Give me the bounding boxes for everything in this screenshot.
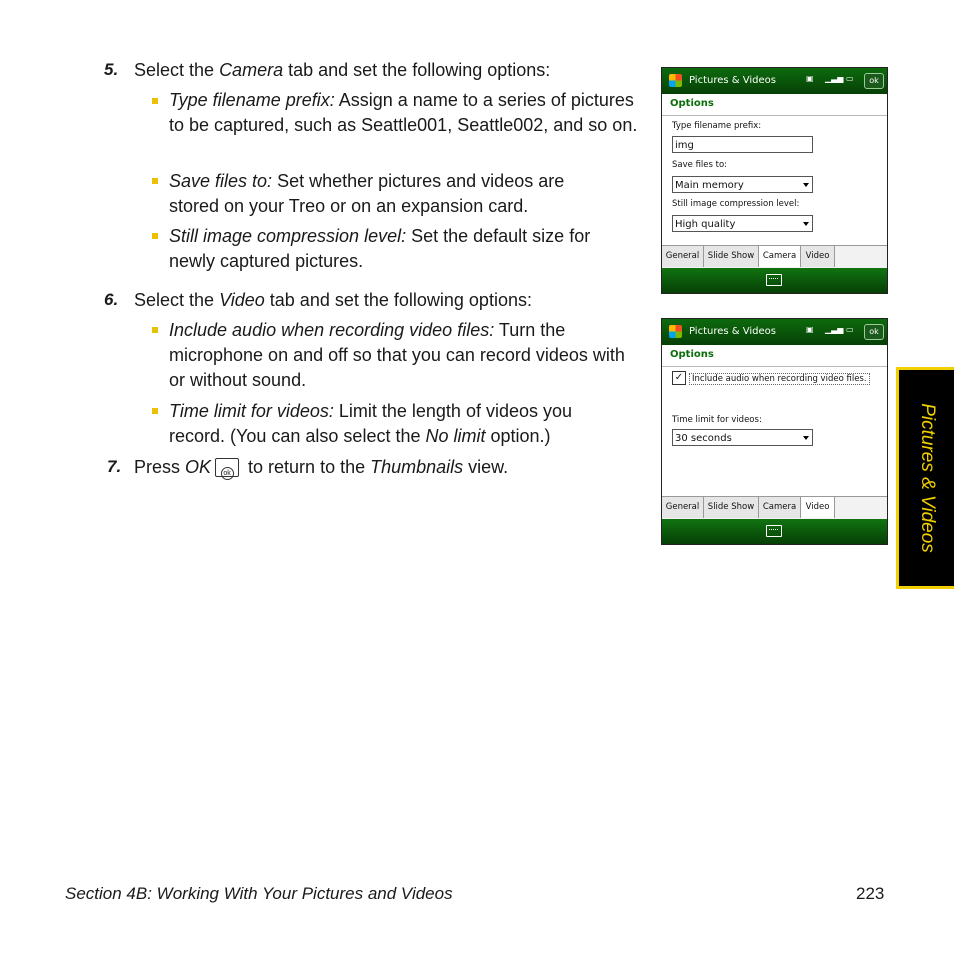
tab-general[interactable]: General [662, 497, 704, 518]
time-limit-select[interactable] [672, 429, 813, 446]
bullet-mark [152, 233, 158, 239]
tab-strip [662, 245, 887, 268]
bullet-mark [152, 327, 158, 333]
footer-section-title: Section 4B: Working With Your Pictures and Videos [65, 884, 453, 903]
compression-label: Still image compression level: [672, 199, 800, 209]
start-menu-icon[interactable] [669, 325, 682, 338]
step-text-pre: Select the [134, 290, 220, 310]
ok-button[interactable]: ok [864, 324, 884, 340]
options-heading: Options [670, 349, 714, 360]
step-text-em2: Thumbnails [370, 457, 464, 477]
tab-slide-show[interactable]: Slide Show [704, 246, 759, 267]
step-text-pre: Select the [134, 60, 220, 80]
step-number: 5. [104, 60, 119, 79]
step-number: 7. [107, 457, 122, 476]
bullet-text: Turn the microphone on and off so that you can record videos with or without sound. [169, 320, 625, 390]
start-menu-icon[interactable] [669, 74, 682, 87]
filename-prefix-input[interactable]: img [672, 136, 813, 153]
dropdown-arrow-icon [803, 436, 809, 440]
network-icon: ▣ [806, 74, 814, 83]
step-text-pre: Press [134, 457, 186, 477]
step-text-mid: to return to the [243, 457, 371, 477]
compression-value: High quality [675, 219, 736, 230]
step-text-em: OK [185, 457, 212, 477]
bullet-item [169, 88, 644, 138]
bullet-term: Still image compression level: [169, 226, 407, 246]
save-files-value: Main memory [675, 180, 744, 191]
battery-icon: ▭ [846, 74, 854, 83]
ok-key-label: ok [221, 467, 234, 480]
keyboard-icon[interactable] [766, 274, 782, 286]
step-text [134, 457, 508, 478]
signal-icon: ▁▃▅ [825, 325, 844, 334]
bullet-item [169, 318, 639, 393]
dropdown-arrow-icon [803, 222, 809, 226]
bullet-term: Save files to: [169, 171, 273, 191]
time-limit-label: Time limit for videos: [672, 415, 762, 425]
include-audio-label: Include audio when recording video files. [689, 373, 870, 385]
time-limit-value: 30 seconds [675, 433, 732, 444]
compression-select[interactable] [672, 215, 813, 232]
include-audio-checkbox[interactable]: ✓ [672, 371, 686, 385]
bullet-mark [152, 98, 158, 104]
bullet-text: Assign a name to a series of pictures to be captured, such as Seattle001, Seattle002, and so on. [169, 90, 638, 135]
bullet-post: option.) [485, 426, 551, 446]
step-text-post: view. [463, 457, 509, 477]
bullet-em: No limit [425, 426, 486, 446]
step-text-post: tab and set the following options: [264, 290, 532, 310]
battery-icon: ▭ [846, 325, 854, 334]
step-text-em: Camera [219, 60, 284, 80]
bullet-mark [152, 178, 158, 184]
keyboard-icon[interactable] [766, 525, 782, 537]
bullet-item [169, 399, 629, 449]
softkey-bar [662, 519, 887, 544]
step-text-em: Video [219, 290, 265, 310]
camera-options-screenshot [661, 67, 888, 294]
bullet-item [169, 169, 609, 219]
page-number: 223 [856, 884, 885, 903]
network-icon: ▣ [806, 325, 814, 334]
chapter-tab [896, 367, 954, 589]
video-options-screenshot [661, 318, 888, 545]
step-text [134, 290, 532, 311]
tab-camera[interactable]: Camera [759, 246, 801, 267]
save-files-select[interactable] [672, 176, 813, 193]
softkey-bar [662, 268, 887, 293]
save-files-label: Save files to: [672, 160, 728, 170]
tab-video[interactable]: Video [801, 246, 835, 267]
filename-prefix-label: Type filename prefix: [672, 121, 762, 131]
tab-strip [662, 496, 887, 519]
chapter-tab-label: Pictures & Videos [916, 403, 938, 553]
divider [662, 366, 887, 367]
tab-video[interactable]: Video [801, 497, 835, 518]
screen-title: Pictures & Videos [689, 75, 776, 86]
bullet-text: Set the default size for newly captured pictures. [169, 226, 591, 271]
step-text-post: tab and set the following options: [283, 60, 551, 80]
divider [662, 115, 887, 116]
options-heading: Options [670, 98, 714, 109]
step-text [134, 60, 550, 81]
bullet-term: Include audio when recording video files: [169, 320, 495, 340]
bullet-term: Time limit for videos: [169, 401, 334, 421]
tab-general[interactable]: General [662, 246, 704, 267]
bullet-text: Limit the length of videos you record. (You can also select the [169, 401, 573, 446]
bullet-mark [152, 408, 158, 414]
bullet-text: Set whether pictures and videos are stored on your Treo or on an expansion card. [169, 171, 565, 216]
ok-button[interactable]: ok [864, 73, 884, 89]
dropdown-arrow-icon [803, 183, 809, 187]
step-number: 6. [104, 290, 119, 309]
bullet-item [169, 224, 639, 274]
tab-camera[interactable]: Camera [759, 497, 801, 518]
tab-slide-show[interactable]: Slide Show [704, 497, 759, 518]
bullet-term: Type filename prefix: [169, 90, 335, 110]
screen-title: Pictures & Videos [689, 326, 776, 337]
title-bar [662, 319, 887, 345]
title-bar [662, 68, 887, 94]
signal-icon: ▁▃▅ [825, 74, 844, 83]
ok-key-icon [215, 458, 239, 477]
